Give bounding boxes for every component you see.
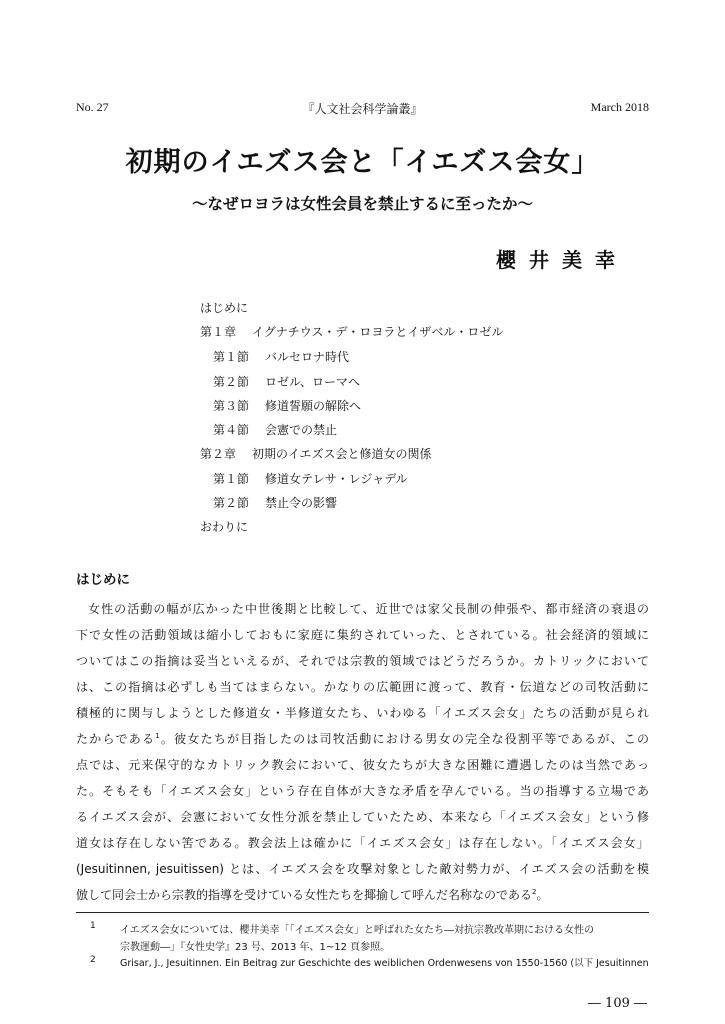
toc-number: 第２節 (213, 375, 250, 389)
toc-number: 第２節 (213, 496, 250, 510)
footnote-text: イエズス会女については、櫻井美幸「「イエズス会女」と呼ばれた女たち―対抗宗教改革期における女性の (120, 925, 594, 936)
body-text: たからである (76, 732, 156, 746)
toc-item (213, 348, 349, 365)
footnote-mark: 2 (90, 955, 96, 965)
body-line (76, 882, 649, 908)
body-text: 。 (536, 888, 549, 902)
section-heading: はじめに (76, 572, 130, 588)
page-number: ― 109 ― (587, 996, 647, 1011)
footnote-mark: 1 (90, 921, 96, 931)
footnote-divider (76, 912, 649, 913)
footnote-text: 宗教運動―」『女性史学』23 号、2013 年、1~12 頁参照。 (120, 942, 391, 953)
body-line: た。そもそも「イエズス会女」という存在自体が大きな矛盾を孕んでいる。当の指導する立場であ (76, 784, 649, 798)
toc-text: 修道誓願の解除へ (265, 399, 362, 413)
toc-number: 第１章 (200, 325, 237, 339)
toc-item (200, 518, 248, 535)
author-name: 櫻井美幸 (496, 248, 628, 272)
footnote-ref[interactable]: 2 (532, 888, 537, 896)
body-text: 。彼女たちが目指したのは司牧活動における男女の完全な役割平等であるが、この (159, 732, 649, 746)
toc-item (213, 421, 337, 438)
body-line: るイエズス会が、会憲において女性分派を禁止していたため、本来なら「イエズス会女」という修 (76, 810, 649, 824)
body-line: 下で女性の活動領域は縮小しておもに家庭に集約されていった、とされている。社会経済的領域に (76, 628, 649, 642)
toc-text: はじめに (200, 301, 249, 315)
paper-title: 初期のイエズス会と「イエズス会女」 (125, 147, 600, 178)
toc-text: 修道女テレサ・レジャデル (265, 472, 408, 486)
footnote-ref[interactable]: 1 (155, 732, 160, 740)
toc-item (213, 397, 361, 414)
body-line (76, 726, 649, 752)
footnote-text: Grisar, J., Jesuitinnen. Ein Beitrag zur Geschichte des weiblichen Ordenwesens von 1550-1560 (以下 Jesuitinnen (120, 958, 649, 969)
toc-number: 第３節 (213, 399, 250, 413)
toc-number: 第２章 (200, 447, 237, 461)
body-line: 積極的に関与しようとした修道女・半修道女たち、いわゆる「イエズス会女」たちの活動が見られ (76, 706, 649, 720)
toc-text: 初期のイエズス会と修道女の関係 (252, 447, 432, 461)
body-line: 道女は存在しない筈である。教会法上は確かに「イエズス会女」は存在しない。「イエズス会女」 (76, 836, 649, 850)
toc-item (200, 299, 248, 316)
paper-subtitle: ～なぜロヨラは女性会員を禁止するに至ったか～ (191, 194, 533, 213)
body-line: ついてはこの指摘は妥当といえるが、それでは宗教的領域ではどうだろうか。カトリックにおいて (76, 654, 649, 668)
toc-text: ロゼル、ローマへ (265, 375, 361, 389)
toc-item (200, 323, 503, 340)
journal-issue-number: No. 27 (76, 100, 109, 114)
toc-number: 第１節 (213, 350, 250, 364)
body-line: 点では、元来保守的なカトリック教会において、彼女たちが大きな困難に遭遇したのは当然であっ (76, 758, 649, 772)
body-text: 倣して同会士から宗教的指導を受けている女性たちを揶揄して呼んだ名称なのである (76, 888, 533, 902)
toc-text: イグナチウス・デ・ロヨラとイザベル・ロゼル (252, 325, 504, 339)
body-line: は、この指摘は必ずしも当てはまらない。かなりの広範囲に渡って、教育・伝道などの司牧活動に (76, 680, 649, 694)
toc-item (213, 470, 408, 487)
toc-item (213, 494, 337, 511)
body-line: (Jesuitinnen, jesuitissen) とは、イエズス会を攻撃対象とした敵対勢力が、イエズス会の活動を模 (76, 862, 649, 876)
toc-text: 会憲での禁止 (265, 423, 338, 437)
journal-date: March 2018 (590, 100, 649, 114)
toc-item (213, 373, 360, 390)
toc-text: おわりに (200, 520, 249, 534)
toc-text: バルセロナ時代 (265, 350, 350, 364)
toc-number: 第１節 (213, 472, 250, 486)
body-line: 女性の活動の幅が広かった中世後期と比較して、近世では家父長制の伸張や、都市経済の衰退の (88, 602, 649, 616)
toc-item (200, 445, 432, 462)
toc-text: 禁止令の影響 (265, 496, 338, 510)
journal-name: 『人文社会科学論叢』 (302, 102, 423, 116)
toc-number: 第４節 (213, 423, 250, 437)
